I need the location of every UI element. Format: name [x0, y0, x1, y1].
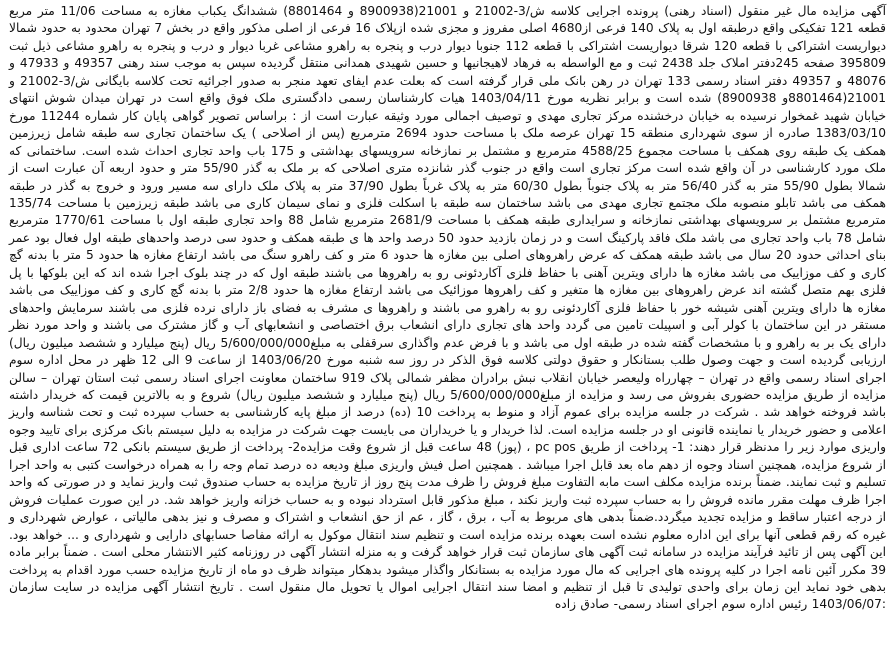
auction-notice-body: آگهی مزایده مال غیر منقول (اسناد رهنی) پرونده اجرایی کلاسه ش/3-21002 و 21001(8900938 و 8801464) ششدانگ یکباب مغازه به مساحت 11/06 متر مربع قطعه 121 تفکیکی واقع درطبقه اول به پلاک 140 فرعی از4680 اصلی مفروز و مجزی شده ازپلاک 16 فرعی از اصلی مذکور واقع در بخش 7 تهران محدود به حدود شمالا دیواریست اشتراکی با قطعه 120 شرقا دیواریست اشتراکی با قطعه 112 جنوبا دیوار درب و پنجره به راهرو مشاعی غربا دیوار و درب و پنجره به راهرو مشاعی ذیل ثبت 395809 صفحه 245دفتر املاک جلد 2438 ثبت و مع الواسطه به فرهاد لاهیجانیها و حسین شهیدی همدانی منتقل گردیده سپس به موجب سند رهنی 49357 و 47933 و 48076 و 49357 دفتر اسناد رسمی 133 تهران در رهن بانک ملی قرار گرفته است که بعلت عدم ایفای تعهد منجر به صدور اجرائیه تحت کلاسه بایگانی ش/3-21002 و 21001(8801464و 8900938) شده است و برابر نظریه مورخ 1403/04/11 هیات کارشناسان رسمی دادگستری ملک فوق واقع است در تهران میدان شوش انتهای خیابان شهید غمخوار نرسیده به خیابان درخشنده مرکز تجاری مهدی و توصیف اجمالی مورد وثیقه عبارت است از : براساس تصویر گواهی پایان کار شماره 11244 مورخ 1383/03/10 صادره از سوی شهرداری منطقه 15 تهران عرصه ملک با مساحت حدود 2694 مترمربع (پس از اصلاحی ) یک ساختمان تجاری سه طبقه شامل زیرزمین همکف یک طبقه روی همکف با مساحت مجموع 4588/25 مترمربع و مشتمل بر نمازخانه سرویسهای بهداشتی و 175 باب واحد تجاری احداث شده است. ساختمانی که ملک مورد کارشناسی در آن واقع شده است مرکز تجاری است واقع در جنوب گذر شانزده متری اصلاحی که بر ملک به گذر 55/90 متر و حدود اربعه آن عبارت است از شمالا بطول 55/90 متر به گذر 56/40 متر به پلاک جنوباً بطول 60/30 متر به پلاک غرباً بطول 37/90 متر به پلاک ملک دارای سه مسیر ورود و خروج به گذر در طبقه همکف می باشد تابلو منصوبه ملک مجتمع تجاری مهدی می باشد ساختمان سه طبقه با اسکلت فلزی و نمای سیمان کاری می باشد طبقه زیرزمین با مساحت 135/74 مترمربع مشتمل بر سرویسهای بهداشتی نمازخانه و سرایداری طبقه همکف با مساحت 2681/9 مترمربع شامل 88 واحد تجاری طبقه اول با مساحت 1770/61 مترمربع شامل 78 باب واحد تجاری می باشد ملک فاقد پارکینگ است و در زمان بازدید حدود 50 درصد واحد ها ی طبقه همکف و حدود سی درصد واحدهای طبقه اول فعال بود عمر بنای احداثی حدود 20 سال می باشد طبقه همکف که عرض راهروهای اصلی بین مغازه ها حدود 6 متر و کف راهرو سنگ می باشد ارتفاع مغازه ها حدود 5 متر با بدنه گچ کاری و کف موزاییک می باشد مغازه ها دارای ویترین آهنی با حفاظ فلزی آکاردئونی رو به راهروها می باشند طبقه اول که در چند بلوک اجرا شده اند که این بلوکها با پل فلزی بهم متصل گشته اند عرض راهروهای بین مغازه ها متغیر و کف راهروها موزائیک می باشد ارتفاع مغازه ها حدود 2/8 متر با بدنه گچ کاری و کف موزاییک می باشد مغازه ها دارای ویترین آهنی شیشه خور با حفاظ فلزی آکاردئونی رو به راهرو می باشند و راهروها ی مشرف به فضای باز دارای نرده فلزی می باشند سرمایش واحدهای مستقر در این ساختمان با کولر آبی و اسپیلت تامین می گردد واحد های تجاری دارای انشعاب برق اختصاصی و انشعابهای آب و گاز مشترک می باشند و واحد مورد نظر دارای یک بر به راهرو و با مشخصات گفته شده در طبقه اول می باشد و با فرض عدم واگذاری سرقفلی به مبلغ5/600/000/000 ریال (پنج میلیارد و ششصد میلیون ریال) ارزیابی گردیده است و جهت وصول طلب بستانکار و حقوق دولتی کلاسه فوق الذکر در روز سه شنبه مورخ 1403/06/20 از ساعت 9 الی 12 ظهر در محل اداره سوم اجرای اسناد رسمی واقع در تهران – چهارراه ولیعصر خیابان انقلاب نبش برادران مظفر شمالی پلاک 919 ساختمان معاونت اجرای اسناد رسمی ثبت استان تهران – سالن مزایده از طریق مزایده حضوری بفروش می رسد و مزایده از مبلغ5/600/000/000 ریال (پنج میلیارد و ششصد میلیون ریال) شروع و به بالاترین قیمت که خریدار داشته باشد فروخته خواهد شد . شرکت در جلسه مزایده برای عموم آزاد و منوط به پرداخت 10 (ده) درصد از مبلغ پایه کارشناسی به حساب سپرده ثبت و تحت شناسه واریز اعلامی و حضور خریدار یا نماینده قانونی او در جلسه مزایده است. لذا خریدار و یا خریداران می بایست جهت شرکت در مزایده به دلیل سیستم بانک مرکزی برای تایید وجوه واریزی موارد زیر را مدنظر قرار دهند: 1- پرداخت از طریق pc pos ، (پوز) 48 ساعت قبل از شروع وقت مزایده2- پرداخت از طریق سیستم بانکی 72 ساعت اداری قبل از شروع مزایده، همچنین اسناد وجوه از دهم ماه بعد قابل اجرا میباشد . همچنین اصل فیش واریزی مبلغ ودیعه ده درصد تمام وجه را به همراه درخواست کتبی به واحد اجرا تسلیم و ثبت نمایند. ضمناً برنده مزایده مکلف است مابه التفاوت مبلغ فروش را ظرف مدت پنج روز از تاریخ مزایده به حساب صندوق ثبت واریز نماید و در صورتی که واحد اجرا ظرف مهلت مقرر مانده فروش را به حساب سپرده ثبت واریز نکند ، مبلغ مذکور قابل استرداد نبوده و به حساب خزانه واریز خواهد شد. در این صورت عملیات فروش از درجه اعتبار ساقط و مزایده تجدید میگردد.ضمناً بدهی های مربوط به آب ، برق ، گاز ، عم از حق انشعاب و اشتراک و مصرف و نیز بدهی مالیاتی ، عوارض شهرداری و غیره که رقم قطعی آنها برای این اداره معلوم نشده است بعهده برنده مزایده است و تنظیم سند انتقال موکول به ارائه مفاصا حسابهای دارایی و شهرداری و ... خواهد بود. این آگهی پس از تائید فرآیند مزایده در سامانه ثبت آگهی های سازمان ثبت قرار خواهد گرفت و به منزله انتشار آگهی در روزنامه کثیر الانتشار محلی است . ضمناً برابر ماده 39 مکرر آئین نامه اجرا در کلیه پرونده های اجرایی که مال مورد مزایده به بستانکار واگذار میشود بدهکار میتواند ظرف دو ماه از تاریخ مزایده حسب مورد اقدام به پرداخت بدهی خود نماید این زمان برای واحدی تولیدی تا قبل از تنظیم و امضا سند انتقال اجرایی اموال یا تحویل مال منقول است . تاریخ انتشار آگهی مزایده در سایت سازمان :1403/06/07 رئیس اداره سوم اجرای اسناد رسمی- صادق زاده — [9, 4, 887, 612]
